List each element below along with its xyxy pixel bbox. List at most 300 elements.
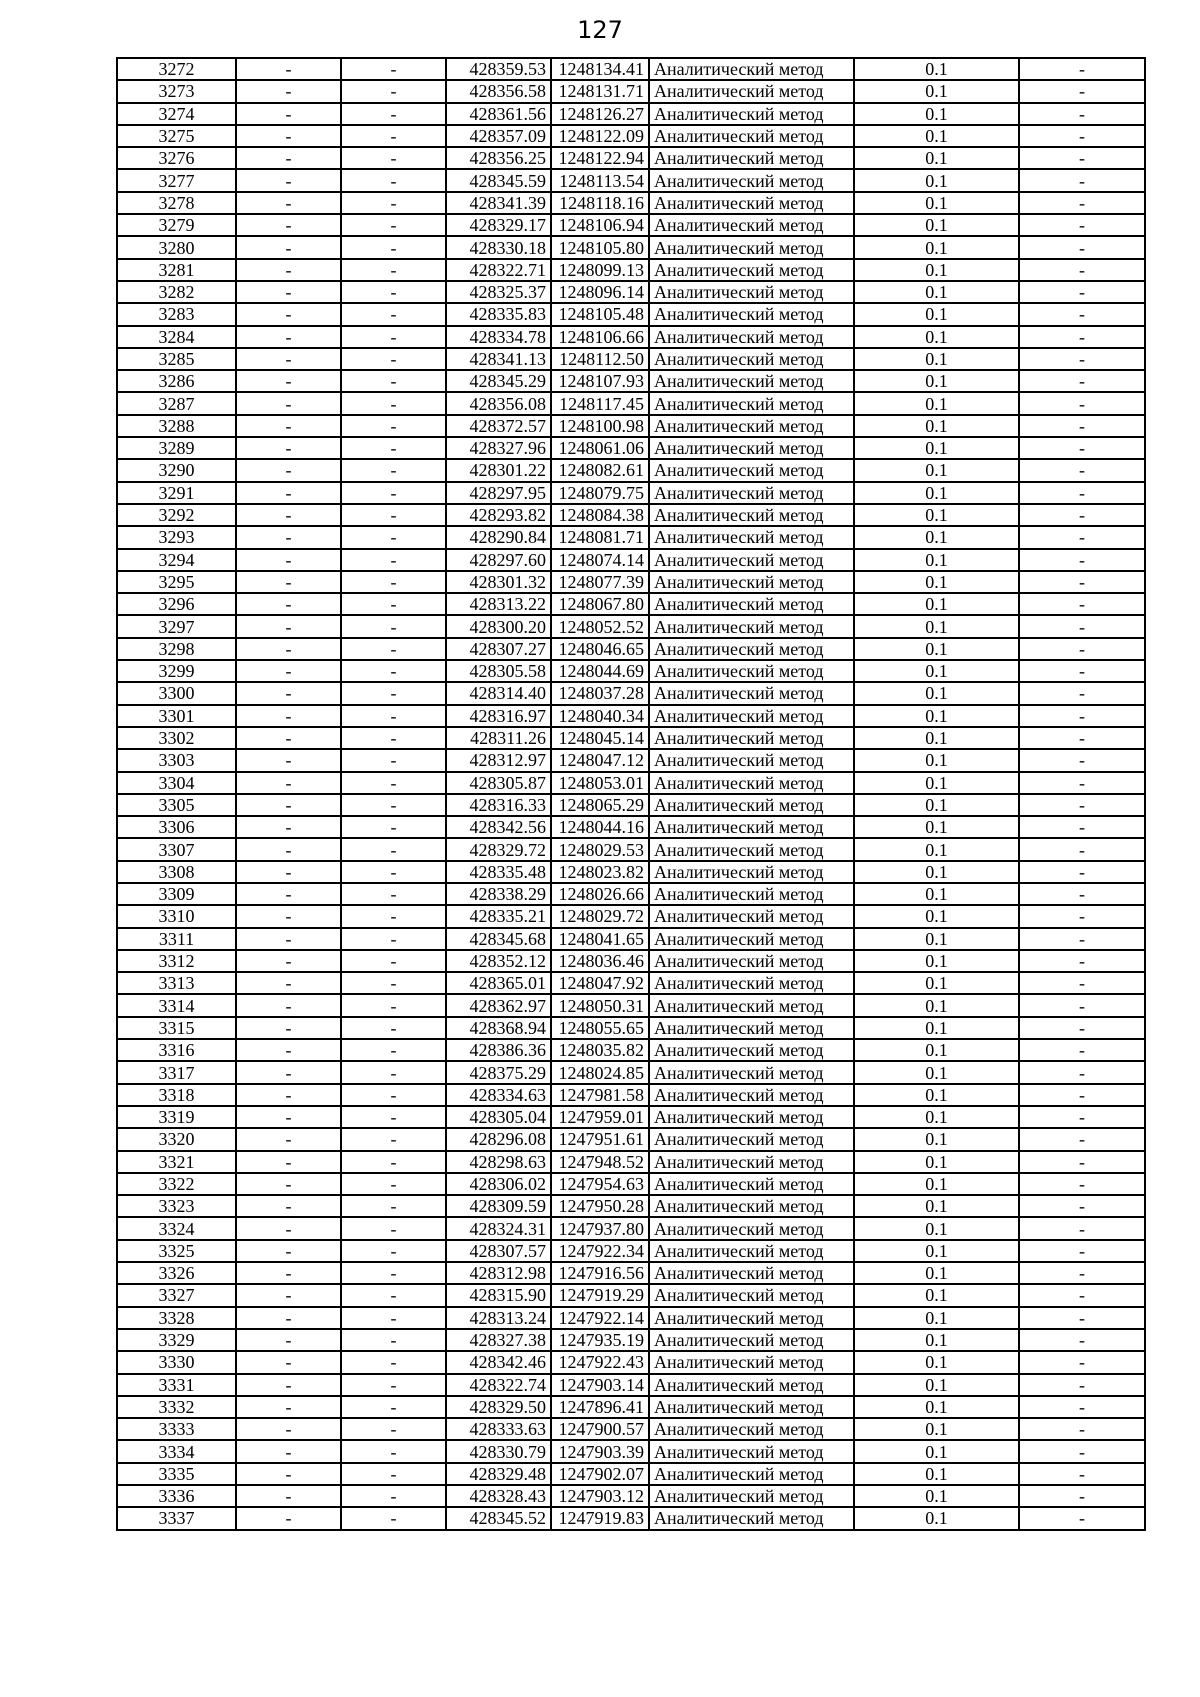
table-row bbox=[117, 1128, 1145, 1150]
method-cell: Аналитический метод bbox=[649, 1507, 854, 1529]
accuracy-cell: 0.1 bbox=[854, 482, 1019, 504]
x-coordinate-cell: 428290.84 bbox=[446, 526, 551, 548]
table-row bbox=[117, 348, 1145, 370]
point-number-cell: 3334 bbox=[117, 1440, 236, 1462]
table-row bbox=[117, 838, 1145, 860]
dash-cell-2: - bbox=[341, 1374, 446, 1396]
point-number-cell: 3300 bbox=[117, 682, 236, 704]
dash-cell-1: - bbox=[236, 749, 341, 771]
dash-cell-1: - bbox=[236, 571, 341, 593]
x-coordinate-cell: 428312.98 bbox=[446, 1262, 551, 1284]
dash-cell-2: - bbox=[341, 192, 446, 214]
method-cell: Аналитический метод bbox=[649, 838, 854, 860]
accuracy-cell: 0.1 bbox=[854, 1151, 1019, 1173]
table-row bbox=[117, 437, 1145, 459]
method-cell: Аналитический метод bbox=[649, 749, 854, 771]
method-cell: Аналитический метод bbox=[649, 214, 854, 236]
method-cell: Аналитический метод bbox=[649, 571, 854, 593]
method-cell: Аналитический метод bbox=[649, 259, 854, 281]
x-coordinate-cell: 428335.48 bbox=[446, 861, 551, 883]
table-row bbox=[117, 1329, 1145, 1351]
dash-cell-1: - bbox=[236, 861, 341, 883]
coordinates-table bbox=[116, 57, 1146, 1531]
y-coordinate-cell: 1248026.66 bbox=[551, 883, 649, 905]
method-cell: Аналитический метод bbox=[649, 1039, 854, 1061]
point-number-cell: 3320 bbox=[117, 1128, 236, 1150]
table-row bbox=[117, 1284, 1145, 1306]
point-number-cell: 3291 bbox=[117, 482, 236, 504]
y-coordinate-cell: 1247959.01 bbox=[551, 1106, 649, 1128]
point-number-cell: 3309 bbox=[117, 883, 236, 905]
accuracy-cell: 0.1 bbox=[854, 749, 1019, 771]
y-coordinate-cell: 1248036.46 bbox=[551, 950, 649, 972]
point-number-cell: 3305 bbox=[117, 794, 236, 816]
dash-cell-3: - bbox=[1019, 259, 1145, 281]
dash-cell-3: - bbox=[1019, 437, 1145, 459]
dash-cell-3: - bbox=[1019, 459, 1145, 481]
y-coordinate-cell: 1248040.34 bbox=[551, 705, 649, 727]
table-row bbox=[117, 816, 1145, 838]
dash-cell-1: - bbox=[236, 1307, 341, 1329]
dash-cell-3: - bbox=[1019, 749, 1145, 771]
point-number-cell: 3310 bbox=[117, 905, 236, 927]
method-cell: Аналитический метод bbox=[649, 705, 854, 727]
dash-cell-2: - bbox=[341, 326, 446, 348]
method-cell: Аналитический метод bbox=[649, 905, 854, 927]
dash-cell-1: - bbox=[236, 526, 341, 548]
table-row bbox=[117, 615, 1145, 637]
x-coordinate-cell: 428333.63 bbox=[446, 1418, 551, 1440]
point-number-cell: 3285 bbox=[117, 348, 236, 370]
dash-cell-3: - bbox=[1019, 905, 1145, 927]
point-number-cell: 3304 bbox=[117, 772, 236, 794]
point-number-cell: 3333 bbox=[117, 1418, 236, 1440]
method-cell: Аналитический метод bbox=[649, 1351, 854, 1373]
table-row bbox=[117, 1151, 1145, 1173]
dash-cell-2: - bbox=[341, 1351, 446, 1373]
y-coordinate-cell: 1248023.82 bbox=[551, 861, 649, 883]
dash-cell-3: - bbox=[1019, 169, 1145, 191]
y-coordinate-cell: 1248052.52 bbox=[551, 615, 649, 637]
dash-cell-2: - bbox=[341, 1329, 446, 1351]
accuracy-cell: 0.1 bbox=[854, 816, 1019, 838]
dash-cell-2: - bbox=[341, 705, 446, 727]
table-row bbox=[117, 125, 1145, 147]
accuracy-cell: 0.1 bbox=[854, 504, 1019, 526]
x-coordinate-cell: 428345.29 bbox=[446, 370, 551, 392]
method-cell: Аналитический метод bbox=[649, 816, 854, 838]
dash-cell-2: - bbox=[341, 236, 446, 258]
x-coordinate-cell: 428316.33 bbox=[446, 794, 551, 816]
accuracy-cell: 0.1 bbox=[854, 437, 1019, 459]
accuracy-cell: 0.1 bbox=[854, 1240, 1019, 1262]
dash-cell-1: - bbox=[236, 58, 341, 80]
x-coordinate-cell: 428335.83 bbox=[446, 303, 551, 325]
x-coordinate-cell: 428327.96 bbox=[446, 437, 551, 459]
y-coordinate-cell: 1247951.61 bbox=[551, 1128, 649, 1150]
dash-cell-3: - bbox=[1019, 660, 1145, 682]
dash-cell-2: - bbox=[341, 861, 446, 883]
accuracy-cell: 0.1 bbox=[854, 1084, 1019, 1106]
accuracy-cell: 0.1 bbox=[854, 1262, 1019, 1284]
method-cell: Аналитический метод bbox=[649, 994, 854, 1016]
accuracy-cell: 0.1 bbox=[854, 259, 1019, 281]
method-cell: Аналитический метод bbox=[649, 1440, 854, 1462]
point-number-cell: 3311 bbox=[117, 928, 236, 950]
x-coordinate-cell: 428305.58 bbox=[446, 660, 551, 682]
y-coordinate-cell: 1248045.14 bbox=[551, 727, 649, 749]
x-coordinate-cell: 428296.08 bbox=[446, 1128, 551, 1150]
y-coordinate-cell: 1248096.14 bbox=[551, 281, 649, 303]
table-row bbox=[117, 994, 1145, 1016]
table-row bbox=[117, 905, 1145, 927]
x-coordinate-cell: 428322.71 bbox=[446, 259, 551, 281]
x-coordinate-cell: 428313.24 bbox=[446, 1307, 551, 1329]
method-cell: Аналитический метод bbox=[649, 504, 854, 526]
dash-cell-2: - bbox=[341, 838, 446, 860]
method-cell: Аналитический метод bbox=[649, 303, 854, 325]
x-coordinate-cell: 428345.68 bbox=[446, 928, 551, 950]
method-cell: Аналитический метод bbox=[649, 660, 854, 682]
table-row bbox=[117, 281, 1145, 303]
dash-cell-3: - bbox=[1019, 348, 1145, 370]
dash-cell-1: - bbox=[236, 950, 341, 972]
x-coordinate-cell: 428306.02 bbox=[446, 1173, 551, 1195]
method-cell: Аналитический метод bbox=[649, 58, 854, 80]
y-coordinate-cell: 1248081.71 bbox=[551, 526, 649, 548]
x-coordinate-cell: 428307.57 bbox=[446, 1240, 551, 1262]
y-coordinate-cell: 1247916.56 bbox=[551, 1262, 649, 1284]
y-coordinate-cell: 1248099.13 bbox=[551, 259, 649, 281]
dash-cell-3: - bbox=[1019, 281, 1145, 303]
dash-cell-2: - bbox=[341, 392, 446, 414]
point-number-cell: 3290 bbox=[117, 459, 236, 481]
x-coordinate-cell: 428329.17 bbox=[446, 214, 551, 236]
dash-cell-3: - bbox=[1019, 1262, 1145, 1284]
table-row bbox=[117, 1307, 1145, 1329]
method-cell: Аналитический метод bbox=[649, 459, 854, 481]
dash-cell-3: - bbox=[1019, 80, 1145, 102]
method-cell: Аналитический метод bbox=[649, 638, 854, 660]
table-row bbox=[117, 392, 1145, 414]
dash-cell-3: - bbox=[1019, 972, 1145, 994]
point-number-cell: 3317 bbox=[117, 1061, 236, 1083]
dash-cell-2: - bbox=[341, 883, 446, 905]
x-coordinate-cell: 428361.56 bbox=[446, 103, 551, 125]
dash-cell-3: - bbox=[1019, 794, 1145, 816]
point-number-cell: 3273 bbox=[117, 80, 236, 102]
y-coordinate-cell: 1247981.58 bbox=[551, 1084, 649, 1106]
y-coordinate-cell: 1247903.39 bbox=[551, 1440, 649, 1462]
dash-cell-2: - bbox=[341, 1396, 446, 1418]
accuracy-cell: 0.1 bbox=[854, 1463, 1019, 1485]
dash-cell-3: - bbox=[1019, 236, 1145, 258]
dash-cell-3: - bbox=[1019, 1151, 1145, 1173]
dash-cell-3: - bbox=[1019, 482, 1145, 504]
accuracy-cell: 0.1 bbox=[854, 192, 1019, 214]
dash-cell-3: - bbox=[1019, 303, 1145, 325]
dash-cell-1: - bbox=[236, 883, 341, 905]
dash-cell-2: - bbox=[341, 1262, 446, 1284]
table-row bbox=[117, 749, 1145, 771]
dash-cell-1: - bbox=[236, 348, 341, 370]
point-number-cell: 3330 bbox=[117, 1351, 236, 1373]
table-row bbox=[117, 1485, 1145, 1507]
x-coordinate-cell: 428327.38 bbox=[446, 1329, 551, 1351]
dash-cell-3: - bbox=[1019, 1485, 1145, 1507]
x-coordinate-cell: 428297.95 bbox=[446, 482, 551, 504]
method-cell: Аналитический метод bbox=[649, 861, 854, 883]
y-coordinate-cell: 1248084.38 bbox=[551, 504, 649, 526]
y-coordinate-cell: 1248122.09 bbox=[551, 125, 649, 147]
y-coordinate-cell: 1247922.34 bbox=[551, 1240, 649, 1262]
y-coordinate-cell: 1247919.83 bbox=[551, 1507, 649, 1529]
accuracy-cell: 0.1 bbox=[854, 1017, 1019, 1039]
accuracy-cell: 0.1 bbox=[854, 236, 1019, 258]
accuracy-cell: 0.1 bbox=[854, 125, 1019, 147]
table-row bbox=[117, 593, 1145, 615]
accuracy-cell: 0.1 bbox=[854, 348, 1019, 370]
x-coordinate-cell: 428324.31 bbox=[446, 1217, 551, 1239]
dash-cell-2: - bbox=[341, 169, 446, 191]
y-coordinate-cell: 1248037.28 bbox=[551, 682, 649, 704]
point-number-cell: 3289 bbox=[117, 437, 236, 459]
x-coordinate-cell: 428334.63 bbox=[446, 1084, 551, 1106]
point-number-cell: 3278 bbox=[117, 192, 236, 214]
accuracy-cell: 0.1 bbox=[854, 1507, 1019, 1529]
accuracy-cell: 0.1 bbox=[854, 593, 1019, 615]
dash-cell-1: - bbox=[236, 1440, 341, 1462]
dash-cell-3: - bbox=[1019, 1173, 1145, 1195]
point-number-cell: 3283 bbox=[117, 303, 236, 325]
dash-cell-2: - bbox=[341, 660, 446, 682]
y-coordinate-cell: 1247948.52 bbox=[551, 1151, 649, 1173]
dash-cell-2: - bbox=[341, 905, 446, 927]
point-number-cell: 3288 bbox=[117, 415, 236, 437]
method-cell: Аналитический метод bbox=[649, 1418, 854, 1440]
y-coordinate-cell: 1247922.14 bbox=[551, 1307, 649, 1329]
dash-cell-3: - bbox=[1019, 1440, 1145, 1462]
dash-cell-2: - bbox=[341, 682, 446, 704]
dash-cell-3: - bbox=[1019, 1061, 1145, 1083]
y-coordinate-cell: 1248134.41 bbox=[551, 58, 649, 80]
dash-cell-2: - bbox=[341, 303, 446, 325]
dash-cell-2: - bbox=[341, 593, 446, 615]
dash-cell-1: - bbox=[236, 1151, 341, 1173]
x-coordinate-cell: 428352.12 bbox=[446, 950, 551, 972]
method-cell: Аналитический метод bbox=[649, 1329, 854, 1351]
table-row bbox=[117, 928, 1145, 950]
dash-cell-3: - bbox=[1019, 1017, 1145, 1039]
x-coordinate-cell: 428362.97 bbox=[446, 994, 551, 1016]
point-number-cell: 3313 bbox=[117, 972, 236, 994]
dash-cell-2: - bbox=[341, 1173, 446, 1195]
point-number-cell: 3306 bbox=[117, 816, 236, 838]
point-number-cell: 3331 bbox=[117, 1374, 236, 1396]
method-cell: Аналитический метод bbox=[649, 1106, 854, 1128]
method-cell: Аналитический метод bbox=[649, 437, 854, 459]
dash-cell-2: - bbox=[341, 459, 446, 481]
method-cell: Аналитический метод bbox=[649, 392, 854, 414]
dash-cell-1: - bbox=[236, 1195, 341, 1217]
y-coordinate-cell: 1248061.06 bbox=[551, 437, 649, 459]
point-number-cell: 3328 bbox=[117, 1307, 236, 1329]
point-number-cell: 3336 bbox=[117, 1485, 236, 1507]
accuracy-cell: 0.1 bbox=[854, 682, 1019, 704]
point-number-cell: 3284 bbox=[117, 326, 236, 348]
dash-cell-1: - bbox=[236, 459, 341, 481]
dash-cell-1: - bbox=[236, 1351, 341, 1373]
dash-cell-2: - bbox=[341, 816, 446, 838]
method-cell: Аналитический метод bbox=[649, 1173, 854, 1195]
method-cell: Аналитический метод bbox=[649, 415, 854, 437]
method-cell: Аналитический метод bbox=[649, 593, 854, 615]
dash-cell-1: - bbox=[236, 638, 341, 660]
method-cell: Аналитический метод bbox=[649, 1307, 854, 1329]
method-cell: Аналитический метод bbox=[649, 1284, 854, 1306]
x-coordinate-cell: 428356.25 bbox=[446, 147, 551, 169]
dash-cell-1: - bbox=[236, 1485, 341, 1507]
dash-cell-2: - bbox=[341, 1084, 446, 1106]
accuracy-cell: 0.1 bbox=[854, 1284, 1019, 1306]
accuracy-cell: 0.1 bbox=[854, 972, 1019, 994]
dash-cell-2: - bbox=[341, 571, 446, 593]
method-cell: Аналитический метод bbox=[649, 281, 854, 303]
dash-cell-1: - bbox=[236, 1084, 341, 1106]
method-cell: Аналитический метод bbox=[649, 326, 854, 348]
dash-cell-1: - bbox=[236, 103, 341, 125]
point-number-cell: 3324 bbox=[117, 1217, 236, 1239]
y-coordinate-cell: 1248112.50 bbox=[551, 348, 649, 370]
point-number-cell: 3325 bbox=[117, 1240, 236, 1262]
y-coordinate-cell: 1247903.12 bbox=[551, 1485, 649, 1507]
dash-cell-3: - bbox=[1019, 1195, 1145, 1217]
method-cell: Аналитический метод bbox=[649, 147, 854, 169]
x-coordinate-cell: 428341.13 bbox=[446, 348, 551, 370]
accuracy-cell: 0.1 bbox=[854, 705, 1019, 727]
dash-cell-2: - bbox=[341, 147, 446, 169]
method-cell: Аналитический метод bbox=[649, 1485, 854, 1507]
point-number-cell: 3308 bbox=[117, 861, 236, 883]
dash-cell-3: - bbox=[1019, 1463, 1145, 1485]
dash-cell-1: - bbox=[236, 1173, 341, 1195]
accuracy-cell: 0.1 bbox=[854, 794, 1019, 816]
y-coordinate-cell: 1248131.71 bbox=[551, 80, 649, 102]
dash-cell-1: - bbox=[236, 125, 341, 147]
accuracy-cell: 0.1 bbox=[854, 615, 1019, 637]
method-cell: Аналитический метод bbox=[649, 1240, 854, 1262]
point-number-cell: 3307 bbox=[117, 838, 236, 860]
dash-cell-1: - bbox=[236, 504, 341, 526]
accuracy-cell: 0.1 bbox=[854, 660, 1019, 682]
x-coordinate-cell: 428386.36 bbox=[446, 1039, 551, 1061]
x-coordinate-cell: 428312.97 bbox=[446, 749, 551, 771]
point-number-cell: 3279 bbox=[117, 214, 236, 236]
point-number-cell: 3272 bbox=[117, 58, 236, 80]
method-cell: Аналитический метод bbox=[649, 370, 854, 392]
dash-cell-1: - bbox=[236, 214, 341, 236]
method-cell: Аналитический метод bbox=[649, 727, 854, 749]
page-number: 127 bbox=[577, 16, 623, 44]
method-cell: Аналитический метод bbox=[649, 169, 854, 191]
table-row bbox=[117, 1084, 1145, 1106]
method-cell: Аналитический метод bbox=[649, 103, 854, 125]
dash-cell-1: - bbox=[236, 147, 341, 169]
y-coordinate-cell: 1248122.94 bbox=[551, 147, 649, 169]
dash-cell-2: - bbox=[341, 1284, 446, 1306]
y-coordinate-cell: 1248055.65 bbox=[551, 1017, 649, 1039]
table-row bbox=[117, 192, 1145, 214]
x-coordinate-cell: 428359.53 bbox=[446, 58, 551, 80]
accuracy-cell: 0.1 bbox=[854, 526, 1019, 548]
x-coordinate-cell: 428342.46 bbox=[446, 1351, 551, 1373]
y-coordinate-cell: 1248047.12 bbox=[551, 749, 649, 771]
accuracy-cell: 0.1 bbox=[854, 772, 1019, 794]
dash-cell-1: - bbox=[236, 1396, 341, 1418]
point-number-cell: 3292 bbox=[117, 504, 236, 526]
method-cell: Аналитический метод bbox=[649, 950, 854, 972]
table-row bbox=[117, 526, 1145, 548]
method-cell: Аналитический метод bbox=[649, 80, 854, 102]
x-coordinate-cell: 428305.04 bbox=[446, 1106, 551, 1128]
method-cell: Аналитический метод bbox=[649, 125, 854, 147]
y-coordinate-cell: 1248100.98 bbox=[551, 415, 649, 437]
y-coordinate-cell: 1247900.57 bbox=[551, 1418, 649, 1440]
y-coordinate-cell: 1247896.41 bbox=[551, 1396, 649, 1418]
table-row bbox=[117, 1374, 1145, 1396]
table-row bbox=[117, 972, 1145, 994]
table-row bbox=[117, 1396, 1145, 1418]
x-coordinate-cell: 428341.39 bbox=[446, 192, 551, 214]
dash-cell-1: - bbox=[236, 1284, 341, 1306]
accuracy-cell: 0.1 bbox=[854, 1173, 1019, 1195]
y-coordinate-cell: 1247902.07 bbox=[551, 1463, 649, 1485]
dash-cell-1: - bbox=[236, 236, 341, 258]
dash-cell-1: - bbox=[236, 1374, 341, 1396]
dash-cell-3: - bbox=[1019, 1240, 1145, 1262]
table-row bbox=[117, 705, 1145, 727]
y-coordinate-cell: 1248126.27 bbox=[551, 103, 649, 125]
dash-cell-1: - bbox=[236, 80, 341, 102]
point-number-cell: 3275 bbox=[117, 125, 236, 147]
dash-cell-2: - bbox=[341, 950, 446, 972]
x-coordinate-cell: 428313.22 bbox=[446, 593, 551, 615]
dash-cell-2: - bbox=[341, 749, 446, 771]
dash-cell-2: - bbox=[341, 125, 446, 147]
dash-cell-1: - bbox=[236, 259, 341, 281]
dash-cell-1: - bbox=[236, 1039, 341, 1061]
table-row bbox=[117, 950, 1145, 972]
table-row bbox=[117, 861, 1145, 883]
x-coordinate-cell: 428345.59 bbox=[446, 169, 551, 191]
dash-cell-3: - bbox=[1019, 994, 1145, 1016]
table-row bbox=[117, 1463, 1145, 1485]
method-cell: Аналитический метод bbox=[649, 615, 854, 637]
dash-cell-2: - bbox=[341, 549, 446, 571]
dash-cell-2: - bbox=[341, 638, 446, 660]
method-cell: Аналитический метод bbox=[649, 682, 854, 704]
point-number-cell: 3281 bbox=[117, 259, 236, 281]
dash-cell-2: - bbox=[341, 526, 446, 548]
y-coordinate-cell: 1248106.66 bbox=[551, 326, 649, 348]
dash-cell-2: - bbox=[341, 772, 446, 794]
dash-cell-2: - bbox=[341, 504, 446, 526]
point-number-cell: 3299 bbox=[117, 660, 236, 682]
dash-cell-2: - bbox=[341, 615, 446, 637]
dash-cell-2: - bbox=[341, 727, 446, 749]
dash-cell-3: - bbox=[1019, 816, 1145, 838]
dash-cell-2: - bbox=[341, 1039, 446, 1061]
